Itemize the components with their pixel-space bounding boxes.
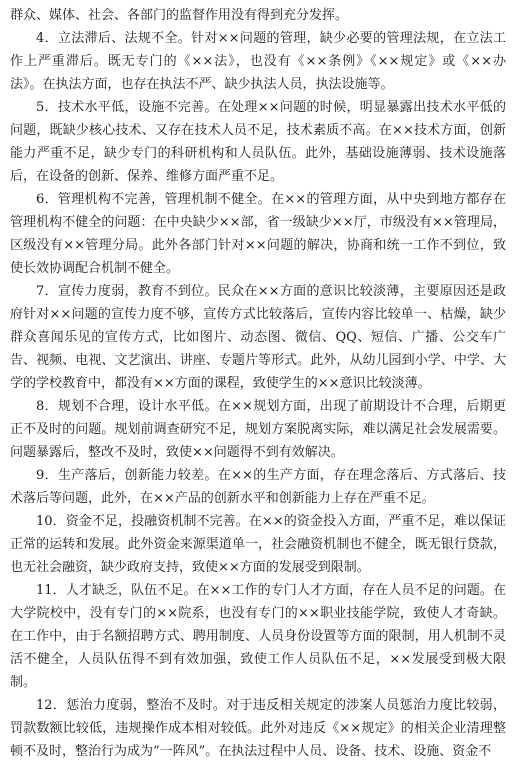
paragraph-11-talent: 11．人才缺乏，队伍不足。在××工作的专门人才方面，存在人员不足的问题。在大学院校中，没有专门的××院系，也没有专门的××职业技能学院，致使人才奇缺。在工作中，由于名额招聘方式、聘用制度、人员身份设置等方面的限制，用人机制不灵活不健全，人员队伍得不到有效加强，致使工作人员队伍不足，××发展受到极大限制。 bbox=[10, 583, 506, 690]
paragraph-9-production: 9．生产落后，创新能力较差。在××的生产方面，存在理念落后、方式落后、技术落后等问题，此外，在××产品的创新水平和创新能力上存在严重不足。 bbox=[10, 468, 506, 506]
paragraph-8-planning: 8．规划不合理，设计水平低。在××规划方面，出现了前期设计不合理，后期更正不及时的问题。规划前调查研究不足，规划方案脱离实际，难以满足社会发展需要。问题暴露后，整改不及时，致使××问题得不到有效解决。 bbox=[10, 399, 506, 460]
paragraph-5-technology: 5．技术水平低，设施不完善。在处理××问题的时候，明显暴露出技术水平低的问题，既缺少核心技术、又存在技术人员不足，技术素质不高。在××技术方面，创新能力严重不足，缺少专门的科研机构和人员队伍。此外，基础设施薄弱、技术设施落后，在设备的创新、保养、维修方面严重不足。 bbox=[10, 100, 506, 184]
paragraph-6-management: 6．管理机构不完善，管理机制不健全。在××的管理方面，从中央到地方都存在管理机构不健全的问题：在中央缺少××部，省一级缺少××厅，市级没有××管理局，区级没有××管理分局。此外各部门针对××问题的解决，协商和统一工作不到位，致使长效协调配合机制不健全。 bbox=[10, 192, 506, 276]
paragraph-12-punishment: 12．惩治力度弱，整治不及时。对于违反相关规定的涉案人员惩治力度比较弱，罚款数额比较低，违规操作成本相对较低。此外对违反《××规定》的相关企业清理整顿不及时，整治行为成为“一阵风”。在执法过程中人员、设备、技术、设施、资金不 bbox=[10, 698, 506, 759]
paragraph-4-legislation: 4．立法滞后、法规不全。针对××问题的管理，缺少必要的管理法规，在立法工作上严重滞后。既无专门的《××法》，也没有《××条例》《××规定》或《××办法》。在执法方面，也存在执法不严、缺少执法人员，执法设施等。 bbox=[10, 31, 506, 92]
paragraph-10-funding: 10．资金不足，投融资机制不完善。在××的资金投入方面，严重不足，难以保证正常的运转和发展。此外资金来源渠道单一，社会融资机制也不健全，既无银行贷款，也无社会融资，缺少政府支持，致使××方面的发展受到限制。 bbox=[10, 514, 506, 575]
paragraph-continued: 群众、媒体、社会、各部门的监督作用没有得到充分发挥。 bbox=[10, 8, 349, 23]
paragraph-7-publicity: 7．宣传力度弱，教育不到位。民众在××方面的意识比较淡薄，主要原因还是政府针对××问题的宣传力度不够，宣传方式比较落后，宣传内容比较单一、枯燥，缺少群众喜闻乐见的宣传方式，比如图片、动态图、微信、QQ、短信、广播、公交车广告、视频、电视、文艺演出、讲座、专题片等形式。此外，从幼儿园到小学、中学、大学的学校教育中，都没有××方面的课程，致使学生的××意识比较淡薄。 bbox=[10, 284, 506, 391]
